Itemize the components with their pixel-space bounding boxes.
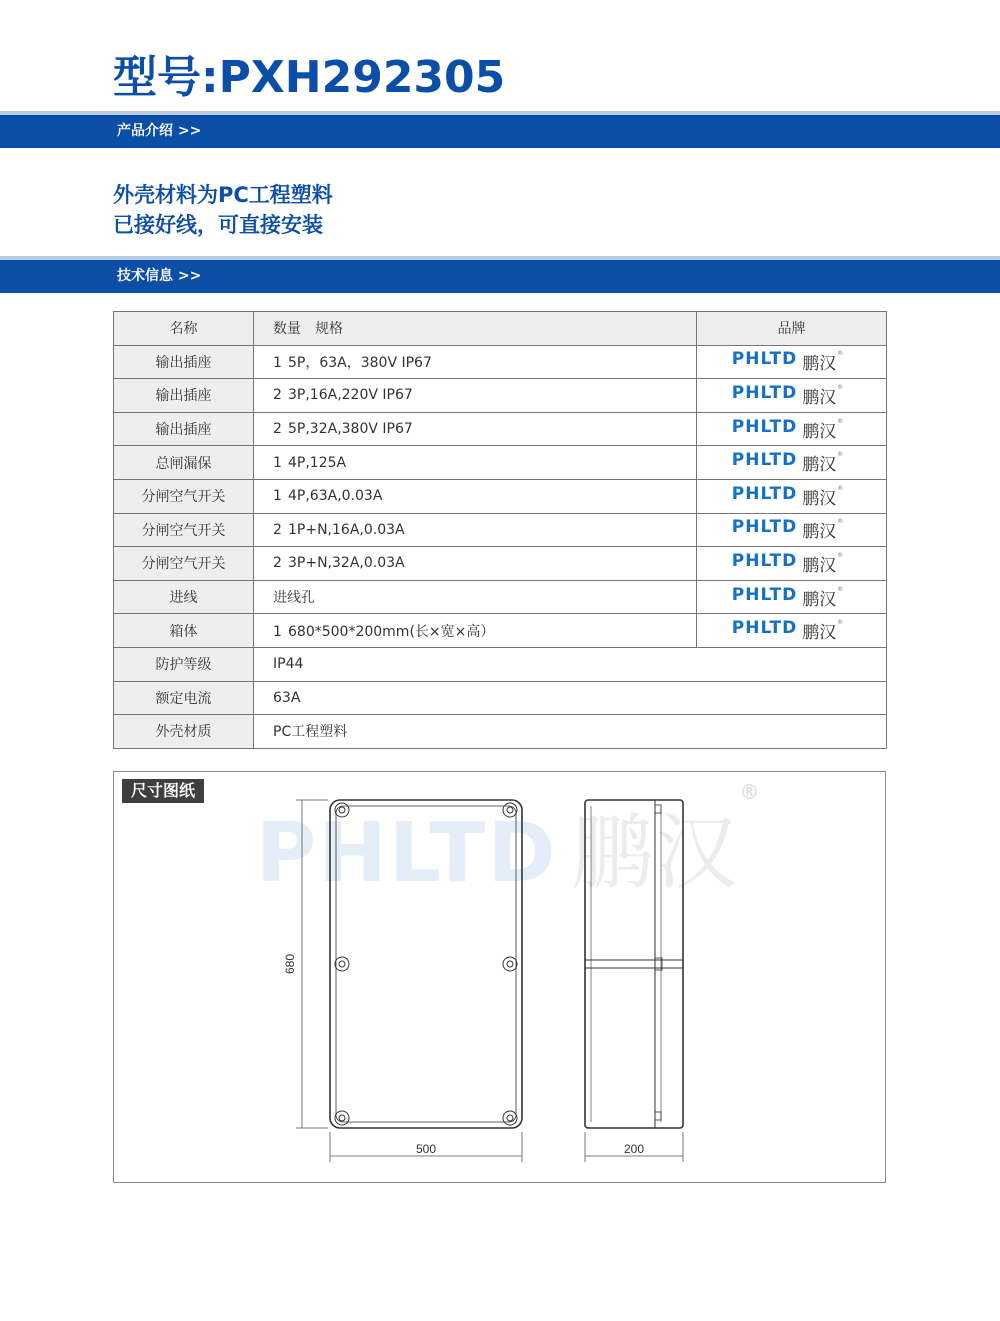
watermark-cn: 鹏汉 [571,806,740,901]
row-spec-cell [254,614,697,648]
brand-logo-cn: 鹏汉 [802,623,837,644]
brand-logo-reg: ® [837,484,844,492]
header-brand: 品牌 [697,312,887,346]
row-name: 总闸漏保 [114,446,254,480]
brand-logo-en: PHLTD [731,450,798,471]
table-row [114,513,887,547]
brand-logo-cn: 鹏汉 [802,421,837,442]
brand-logo-en: PHLTD [731,550,798,571]
brand-logo-reg: ® [837,350,844,358]
row-qty: 1 [273,454,282,471]
brand-logo-cn: 鹏汉 [802,488,837,509]
brand-logo-en: PHLTD [731,618,798,639]
table-row [114,647,887,681]
row-value: 63A [254,681,887,715]
row-qty: 2 [273,555,282,572]
row-brand [697,446,887,480]
width-value: 500 [415,1142,437,1156]
row-spec: 3P,16A,220V IP67 [288,387,413,404]
row-brand [697,614,887,648]
row-name: 分闸空气开关 [114,547,254,581]
brand-logo-en: PHLTD [731,517,798,538]
table-row [114,446,887,480]
intro-line-1: 外壳材料为PC工程塑料 [113,183,333,207]
brand-logo-en: PHLTD [731,483,798,504]
row-name: 外壳材质 [114,715,254,749]
depth-value: 200 [623,1142,645,1156]
brand-logo [732,383,843,408]
brand-logo-cn: 鹏汉 [802,555,837,576]
drawing-svg [114,772,885,1182]
table-row [114,715,887,749]
brand-logo [732,484,843,509]
row-spec-cell [254,479,697,513]
table-header-row [114,312,887,346]
row-spec-cell [254,345,697,379]
table-row [114,547,887,581]
table-row [114,479,887,513]
table-row [114,345,887,379]
row-name: 防护等级 [114,647,254,681]
section-band-tech [0,256,1000,293]
brand-logo [732,551,843,576]
row-spec: 4P,63A,0.03A [288,488,383,505]
brand-logo-reg: ® [837,451,844,459]
table-row [114,580,887,614]
dimension-drawing [113,771,886,1183]
row-brand [697,379,887,413]
row-brand [697,580,887,614]
row-qty: 1 [273,488,282,505]
side-view [585,800,683,1128]
row-brand [697,547,887,581]
row-qty: 1 [273,623,282,640]
row-name: 输出插座 [114,345,254,379]
row-spec-cell [254,379,697,413]
section-heading-tech: 技术信息 >> [0,260,1000,293]
table-row [114,681,887,715]
row-qty: 2 [273,387,282,404]
table-row [114,412,887,446]
front-view [330,800,522,1128]
row-spec: 3P+N,32A,0.03A [288,555,405,572]
brand-logo [732,585,843,610]
row-spec: 4P,125A [288,454,347,471]
row-spec: 680*500*200mm(长×宽×高） [288,623,495,640]
row-qty: 1 [273,354,282,371]
row-name: 分闸空气开关 [114,479,254,513]
header-name: 名称 [114,312,254,346]
row-name: 输出插座 [114,379,254,413]
row-brand [697,345,887,379]
corner-screws [335,803,517,1125]
header-spec: 数量 规格 [254,312,697,346]
section-heading-intro: 产品介绍 >> [0,115,1000,148]
row-value: IP44 [254,647,887,681]
brand-logo-cn: 鹏汉 [802,522,837,543]
brand-logo-cn: 鹏汉 [802,387,837,408]
height-dimension [296,800,328,1128]
brand-logo-en: PHLTD [731,349,798,370]
row-name: 箱体 [114,614,254,648]
model-title: 型号:PXH292305 [113,52,506,103]
row-brand [697,412,887,446]
row-spec-cell [254,547,697,581]
height-value: 680 [283,953,297,975]
brand-logo [732,618,843,643]
brand-logo-en: PHLTD [731,584,798,605]
intro-line-2: 已接好线，可直接安装 [113,213,323,237]
brand-logo-reg: ® [837,383,844,391]
row-value: PC工程塑料 [254,715,887,749]
watermark-en: PHLTD [256,806,558,901]
brand-logo [732,349,843,374]
brand-logo-reg: ® [837,551,844,559]
row-name: 输出插座 [114,412,254,446]
section-band-intro [0,111,1000,148]
brand-logo-en: PHLTD [731,382,798,403]
row-name: 额定电流 [114,681,254,715]
row-name: 分闸空气开关 [114,513,254,547]
row-spec: 5P,32A,380V IP67 [288,421,413,438]
brand-logo-reg: ® [837,585,844,593]
brand-logo-reg: ® [837,518,844,526]
row-spec-cell [254,513,697,547]
brand-logo-reg: ® [837,619,844,627]
row-spec-cell [254,580,697,614]
brand-logo-en: PHLTD [731,416,798,437]
row-spec: 1P+N,16A,0.03A [288,521,405,538]
row-name: 进线 [114,580,254,614]
row-qty: 2 [273,421,282,438]
row-spec-cell [254,412,697,446]
row-brand [697,513,887,547]
brand-logo [732,517,843,542]
brand-logo-reg: ® [837,417,844,425]
watermark-reg: ® [739,780,762,804]
row-qty: 2 [273,521,282,538]
table-row [114,379,887,413]
row-spec-cell [254,446,697,480]
row-spec: 5P，63A，380V IP67 [288,354,432,371]
row-spec: 进线孔 [273,590,315,607]
brand-logo-cn: 鹏汉 [802,455,837,476]
brand-logo [732,450,843,475]
row-brand [697,479,887,513]
table-row [114,614,887,648]
brand-logo-cn: 鹏汉 [802,354,837,375]
spec-table [113,311,887,749]
brand-logo [732,417,843,442]
drawing-label: 尺寸图纸 [122,779,204,803]
brand-logo-cn: 鹏汉 [802,589,837,610]
